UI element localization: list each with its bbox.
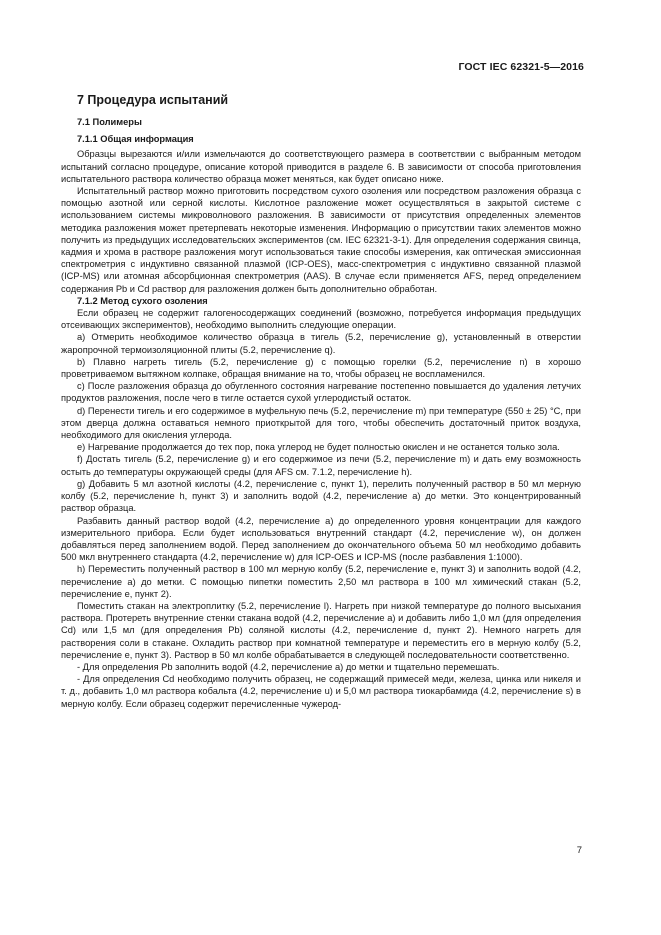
dash-item: - Для определения Pb заполнить водой (4.2, перечисление a) до метки и тщательно перемешать.	[77, 661, 500, 672]
list-item: h) Переместить полученный раствор в 100 мл мерную колбу (5.2, перечисление e, пункт 3) и заполнить водой (4.2, перечисление a) до метки. С помощью пипетки поместить 2,50 мл раствора в 100 мл химический стакан (5.2, перечисление e, пункт 2).	[61, 564, 581, 599]
list-item: g) Добавить 5 мл азотной кислоты (4.2, перечисление c, пункт 1), перелить полученный раствор в 50 мл мерную колбу (5.2, перечисление h, пункт 3) и заполнить водой (4.2, перечисление a) до метки. Это концентрированный раствор образца.	[61, 478, 581, 514]
standard-header: ГОСТ IEC 62321-5—2016	[458, 61, 584, 73]
list-item: c) После разложения образца до обугленного состояния нагревание постепенно повышается до удаления летучих продуктов разложения, после чего в тигле остается сухой углеродистый остаток.	[61, 381, 581, 404]
subsection-heading: 7.1 Полимеры	[77, 117, 142, 127]
body-text	[61, 116, 581, 710]
section-title: 7 Процедура испытаний	[77, 93, 229, 107]
list-item: a) Отмерить необходимое количество образца в тигель (5.2, перечисление g), установленный в отверстии жаропрочной термоизоляционной плиты (5.2, перечисление q).	[61, 332, 581, 355]
list-item: e) Нагревание продолжается до тех пор, пока углерод не будет полностью окислен и не останется только зола.	[77, 442, 560, 453]
subsection-heading: 7.1.2 Метод сухого озоления	[77, 295, 208, 306]
paragraph: Образцы вырезаются и/или измельчаются до соответствующего размера в соответствии с выбранным методом испытаний согласно процедуре, описание которой приводится в разделе 6. В зависимости от способа приготовления испытательного раствора количество образца может меняться, как будет описано ниже.	[61, 149, 581, 184]
paragraph: Испытательный раствор можно приготовить посредством сухого озоления или посредством разложения образца с помощью азотной или серной кислоты. Кислотное разложение может осуществляться в закрытой системе с использованием системы микроволнового разложения. В зависимости от присутствия определенных элементов методика разложения может претерпевать некоторые изменения. Информацию о присутствии таких элементов можно получить из предыдущих исследовательских экспериментов (см. IEC 62321-3-1). Для определения содержания свинца, кадмия и хрома в растворе разложения могут использоваться такие способы измерения, как оптическая эмиссионная спектрометрия с индуктивно связанной плазмой (ICP-OES), масс-спектрометрия с индуктивно связанной плазмой (ICP-MS) или атомная абсорбционная спектрометрия (AAS). В случае если применяется AFS, перед определением содержания Pb и Cd раствор для разложения должен быть дополнительно обработан.	[61, 186, 581, 294]
page-number: 7	[576, 845, 582, 856]
list-item: f) Достать тигель (5.2, перечисление g) и его содержимое из печи (5.2, перечисление m) и дать ему возможность остыть до температуры окружающей среды (для AFS см. 7.1.2, перечисление h).	[61, 454, 581, 477]
paragraph: Поместить стакан на электроплитку (5.2, перечисление l). Нагреть при низкой температуре до полного высыхания раствора. Протереть внутренние стенки стакана водой (4.2, перечисление a) и добавить либо 1,0 мл (для определения Cd) или 1,5 мл (для определения Pb) соляной кислоты (4.2, перечисление d, пункт 2). Немного нагреть для растворения соли в стакане. Охладить раствор при комнатной температуре и переместить его в мерную колбу (5.2, перечисление e, пункт 3). Раствор в 50 мл колбе обрабатывается в следующей последовательности соответственно.	[61, 600, 581, 660]
dash-item: - Для определения Cd необходимо получить образец, не содержащий примесей меди, железа, цинка или никеля и т. д., добавить 1,0 мл раствора кобальта (4.2, перечисление u) и 5,0 мл раствора тиокарбамида (4.2, перечисление s) в мерную колбу. Если образец содержит перечисленные чужерод-	[61, 674, 581, 709]
list-item: b) Плавно нагреть тигель (5.2, перечисление g) с помощью горелки (5.2, перечисление n) в хорошо проветриваемом вытяжном колпаке, обращая внимание на то, чтобы образец не воспламенился.	[61, 356, 581, 380]
subsection-heading: 7.1.1 Общая информация	[77, 134, 194, 145]
paragraph: Если образец не содержит галогеносодержащих соединений (возможно, потребуется информация предыдущих отсеивающих экспериментов), необходимо выполнить следующие операции.	[61, 308, 581, 331]
list-item: d) Перенести тигель и его содержимое в муфельную печь (5.2, перечисление m) при температуре (550 ± 25) °C, при этом дверца должна оставаться немного приоткрытой для того, чтобы обеспечить достаточный приток воздуха, необходимого для окисления углерода.	[61, 405, 581, 441]
paragraph: Разбавить данный раствор водой (4.2, перечисление a) до определенного уровня концентрации для каждого измерительного прибора. Если будет использоваться внутренний стандарт (4.2, перечисление w), он должен добавляться перед заполнением водой. Перед заполнением до окончательного объема 50 мл необходимо добавить 500 мкл внутреннего стандарта (4.2, перечисление w) для ICP-OES и ICP-MS (после разбавления 1:1000).	[61, 515, 581, 563]
